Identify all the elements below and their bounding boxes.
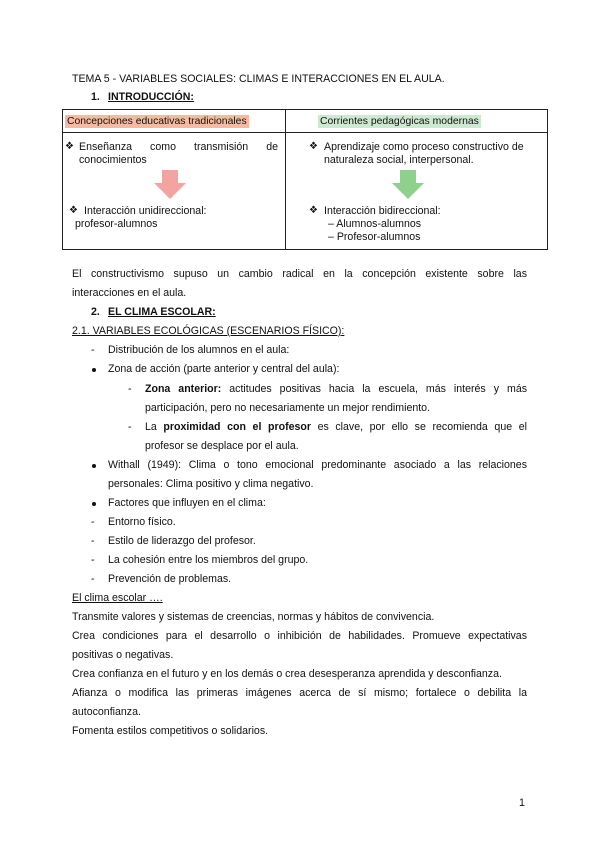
dash-marker: -: [91, 535, 95, 547]
sub-item-front-zone-bold: Zona anterior:: [145, 383, 222, 395]
sub-item-front-zone: [145, 383, 527, 395]
bullet-dot-icon: [92, 368, 96, 372]
right-item-1-line-1: Aprendizaje como proceso constructivo de: [324, 141, 524, 153]
sub-item-front-zone-line-2: participación, pero no necesariamente un mejor rendimiento.: [145, 402, 431, 414]
sub-item-proximity: [145, 421, 527, 433]
dash-marker: -: [91, 516, 95, 528]
clima-paragraph-4-line-2: autoconfianza.: [72, 706, 141, 718]
table-divider-horizontal: [63, 132, 547, 133]
diamond-bullet-icon: ❖: [309, 205, 318, 216]
down-arrow-green-icon: [391, 170, 425, 200]
right-item-2-sub-1: – Alumnos-alumnos: [328, 218, 422, 230]
left-item-1-text: Enseñanza como transmisión de: [79, 141, 278, 153]
sub-item-proximity-line-1: [145, 421, 527, 433]
bullet-dot-icon: [92, 502, 96, 506]
diamond-bullet-icon: ❖: [69, 205, 78, 216]
list-item-action-zone: Zona de acción (parte anterior y central del aula):: [108, 363, 340, 375]
comparison-table: [62, 109, 548, 250]
clima-escolar-heading: El clima escolar ….: [72, 592, 163, 604]
list-item-distribution: Distribución de los alumnos en el aula:: [108, 344, 290, 356]
left-item-2-line-2: profesor-alumnos: [75, 218, 158, 230]
left-item-1-line-1: [79, 141, 278, 153]
bullet-dot-icon: [92, 464, 96, 468]
left-item-2-line-1: Interacción unidireccional:: [84, 205, 207, 217]
dash-marker: -: [91, 344, 95, 356]
list-item-withall-line-1: Withall (1949): Clima o tono emocional predominante asociado a las relaciones: [108, 459, 527, 471]
section-1-heading: INTRODUCCIÓN:: [108, 91, 194, 103]
sub-item-proximity-pre: La: [145, 421, 157, 433]
clima-paragraph-3: Crea confianza en el futuro y en los demás o crea desesperanza aprendida y desconfianza.: [72, 668, 502, 680]
paragraph-constructivism: [72, 268, 527, 280]
dash-marker: -: [91, 554, 95, 566]
list-item-factors: Factores que influyen en el clima:: [108, 497, 266, 509]
document-title: TEMA 5 - VARIABLES SOCIALES: CLIMAS E INTERACCIONES EN EL AULA.: [72, 73, 445, 85]
section-2-number: 2.: [91, 306, 100, 318]
right-item-1-line-2: naturaleza social, interpersonal.: [324, 154, 474, 166]
sub-item-proximity-rest: es clave, por ello se recomienda que el: [317, 421, 527, 433]
diamond-bullet-icon: ❖: [309, 141, 318, 152]
clima-paragraph-4: [72, 687, 527, 699]
sub-item-front-zone-rest: actitudes positivas hacia la escuela, más interés y más: [229, 383, 528, 395]
list-item-withall: [108, 459, 527, 471]
list-item-physical-environment: Entorno físico.: [108, 516, 176, 528]
sub-item-proximity-bold: proximidad con el profesor: [163, 421, 311, 433]
dash-marker: -: [128, 421, 132, 433]
list-item-prevention: Prevención de problemas.: [108, 573, 232, 585]
subsection-2-1-heading: 2.1. VARIABLES ECOLÓGICAS (ESCENARIOS FÍSICO):: [72, 325, 345, 337]
left-column-header: Concepciones educativas tradicionales: [67, 116, 247, 127]
right-item-2-sub-2: – Profesor-alumnos: [328, 231, 421, 243]
sub-item-front-zone-line-1: [145, 383, 527, 395]
clima-paragraph-2-line-1: Crea condiciones para el desarrollo o inhibición de habilidades. Promueve expectativas: [72, 630, 527, 642]
diamond-bullet-icon: ❖: [65, 141, 74, 152]
dash-marker: -: [128, 383, 132, 395]
clima-paragraph-5: Fomenta estilos competitivos o solidarios.: [72, 725, 269, 737]
sub-item-proximity-line-2: profesor se desplace por el aula.: [145, 440, 299, 452]
right-item-2-line-1: Interacción bidireccional:: [324, 205, 441, 217]
paragraph-constructivism-line-2: interacciones en el aula.: [72, 287, 187, 299]
right-column-header: Corrientes pedagógicas modernas: [320, 116, 479, 127]
down-arrow-red-icon: [153, 170, 187, 200]
list-item-cohesion: La cohesión entre los miembros del grupo.: [108, 554, 309, 566]
left-item-1-line-2: conocimientos: [79, 154, 147, 166]
paragraph-constructivism-line-1: El constructivismo supuso un cambio radical en la concepción existente sobre las: [72, 268, 527, 280]
table-divider-vertical: [285, 110, 286, 249]
section-2-heading: EL CLIMA ESCOLAR:: [108, 306, 216, 318]
clima-paragraph-2: [72, 630, 527, 642]
clima-paragraph-4-line-1: Afianza o modifica las primeras imágenes acerca de sí mismo; fortalece o debilita la: [72, 687, 527, 699]
list-item-leadership: Estilo de liderazgo del profesor.: [108, 535, 256, 547]
section-1-number: 1.: [91, 91, 100, 103]
dash-marker: -: [91, 573, 95, 585]
clima-paragraph-1: Transmite valores y sistemas de creencias, normas y hábitos de convivencia.: [72, 611, 435, 623]
clima-paragraph-2-line-2: positivas o negativas.: [72, 649, 174, 661]
page-number: 1: [519, 797, 525, 809]
list-item-withall-line-2: personales: Clima positivo y clima negativo.: [108, 478, 314, 490]
